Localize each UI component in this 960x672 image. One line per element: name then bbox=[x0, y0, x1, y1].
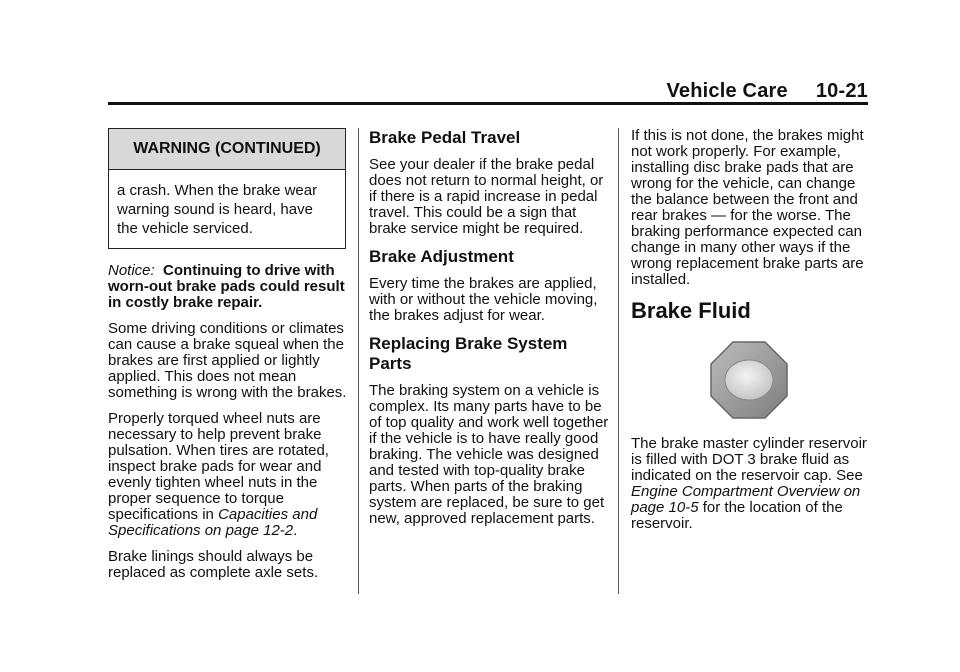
continued-paragraph: If this is not done, the brakes might not work properly. For example, installing disc brake pads that are wrong for the vehicle, can change the balance between the front and rear brakes — for the worse. The braking performance expected can change in many other ways if the wrong replacement brake parts are installed. bbox=[631, 127, 864, 288]
brake-fluid-paragraph: The brake master cylinder reservoir is filled with DOT 3 brake fluid as indicated on the reservoir cap. See Engine Compartment Overview on page 10-5 for the location of the reservoir. bbox=[631, 435, 867, 532]
brake-linings-paragraph: Brake linings should always be replaced as complete axle sets. bbox=[108, 548, 319, 581]
replacing-parts-paragraph: The braking system on a vehicle is complex. Its many parts have to be of top quality and work well together if the vehicle is to have really good braking. The vehicle was designed and tested with top-quality brake parts. When parts of the braking system are replaced, be sure to get new, approved replacement parts. bbox=[369, 382, 609, 527]
capacities-link[interactable]: Capacities and Specifications on page 12-2 bbox=[108, 506, 318, 539]
heading-brake-fluid: Brake Fluid bbox=[631, 298, 751, 323]
page-header bbox=[666, 80, 868, 103]
column-1 bbox=[108, 128, 348, 591]
notice-paragraph bbox=[108, 263, 348, 311]
brake-squeal-paragraph: Some driving conditions or climates can cause a brake squeal when the brakes are first applied or lightly applied. This does not mean something is wrong with the brakes. bbox=[108, 320, 347, 401]
engine-compartment-link[interactable]: Engine Compartment Overview on page 10-5 bbox=[631, 483, 861, 516]
notice-label: Notice: bbox=[108, 262, 155, 279]
notice-text: Continuing to drive with worn-out brake pads could result in costly brake repair. bbox=[108, 262, 345, 311]
warning-text: a crash. When the brake wear warning sound is heard, have the vehicle serviced. bbox=[117, 182, 318, 237]
page-number: 10-21 bbox=[815, 80, 868, 102]
header-rule bbox=[108, 102, 868, 105]
brake-adjustment-paragraph: Every time the brakes are applied, with or without the vehicle moving, the brakes adjust for wear. bbox=[369, 275, 598, 324]
wheel-nuts-paragraph: Properly torqued wheel nuts are necessary to help prevent brake pulsation. When tires are rotated, inspect brake pads for wear and evenly tighten wheel nuts in the proper sequence to torque specifications in Capacities and Specifications on page 12-2. bbox=[108, 410, 329, 539]
reservoir-cap-icon bbox=[631, 340, 867, 424]
section-title: Vehicle Care bbox=[666, 80, 788, 102]
reservoir-cap-icon-graphic bbox=[709, 340, 789, 420]
column-divider bbox=[358, 128, 359, 594]
heading-brake-pedal-travel: Brake Pedal Travel bbox=[369, 128, 521, 147]
warning-title: WARNING (CONTINUED) bbox=[109, 129, 345, 170]
heading-replacing-parts: Replacing Brake System Parts bbox=[369, 334, 568, 373]
brake-pedal-travel-paragraph: See your dealer if the brake pedal does not return to normal height, or if there is a rapid increase in pedal travel. This could be a sign that brake service might be required. bbox=[369, 156, 604, 237]
warning-box bbox=[108, 128, 346, 249]
heading-brake-adjustment: Brake Adjustment bbox=[369, 247, 514, 266]
column-divider bbox=[618, 128, 619, 594]
column-3 bbox=[631, 128, 867, 542]
column-2 bbox=[369, 128, 609, 537]
